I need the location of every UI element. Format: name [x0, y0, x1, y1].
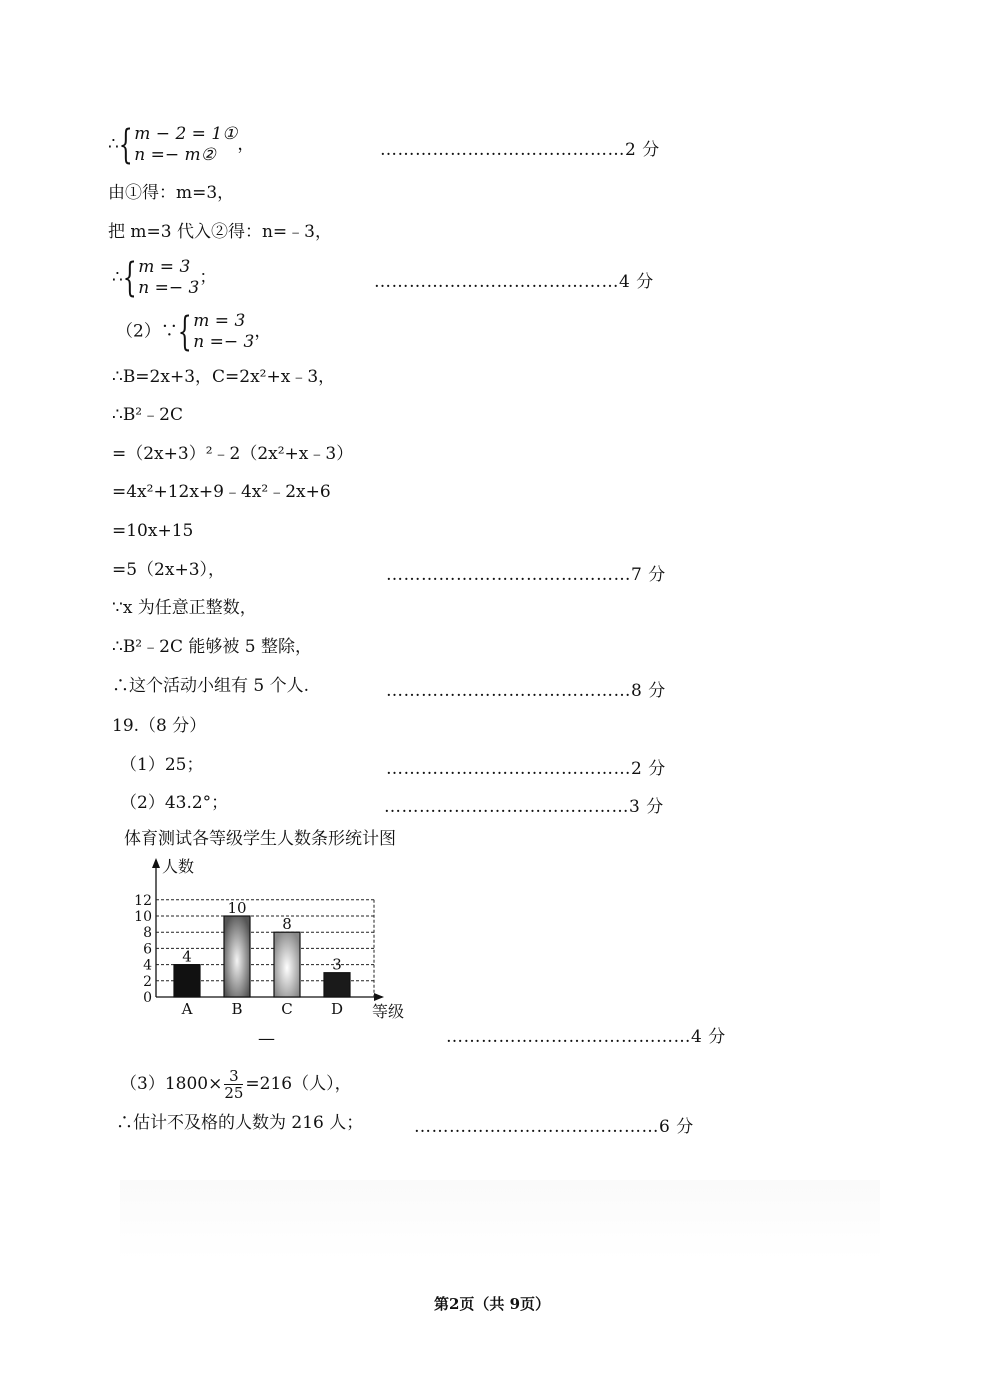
question-heading: 19.（8 分） [112, 716, 207, 736]
x-tick-label: D [330, 1000, 344, 1018]
equation-system-2 [112, 257, 216, 299]
chart-title: 体育测试各等级学生人数条形统计图 [124, 829, 396, 849]
punct: ； [199, 267, 217, 288]
y-tick-label: 4 [143, 957, 152, 974]
system-eq-1: m = 3 [138, 257, 191, 277]
faded-area [120, 1180, 880, 1260]
score-line: ……………………………………4 分 [374, 272, 654, 292]
equation-system-1 [108, 124, 254, 166]
formula-prefix: （3）1800× [120, 1074, 223, 1094]
text-line: （1）25； [120, 755, 204, 775]
fraction [224, 1068, 243, 1101]
y-tick-label: 0 [143, 990, 152, 1006]
y-tick-label: 10 [134, 909, 152, 925]
text-line: （2）43.2°； [120, 793, 229, 813]
bar-C [274, 932, 300, 997]
therefore-symbol: ∴ [108, 134, 119, 155]
fraction-numerator: 3 [224, 1068, 243, 1085]
system-eq-1: m − 2 = 1① [134, 124, 238, 144]
page-footer: 第2页（共 9页） [433, 1295, 551, 1313]
data-label: 10 [227, 899, 247, 917]
therefore-symbol: ∴ [112, 267, 123, 288]
system-eq-1: m = 3 [193, 311, 246, 331]
text-line: ∵x 为任意正整数， [112, 598, 257, 618]
fraction-denominator: 25 [224, 1084, 244, 1102]
text-line: ∴B²﹣2C 能够被 5 整除， [112, 637, 312, 657]
y-tick-label: 8 [143, 925, 152, 942]
score-line: ……………………………………2 分 [386, 759, 666, 779]
text-line: ∴B=2x+3，C=2x²+x﹣3， [112, 367, 336, 387]
data-label: 3 [332, 955, 342, 974]
formula-suffix: =216（人）， [245, 1074, 352, 1094]
score-line: ……………………………………8 分 [386, 681, 666, 701]
system-eq-2: n =− 3 [138, 278, 200, 298]
text-line: =10x+15 [112, 521, 194, 541]
score-line: ……………………………………6 分 [414, 1117, 694, 1137]
y-axis-arrow-icon [152, 858, 160, 868]
system-eq-2: n =− m② [134, 145, 216, 165]
brace-icon: { [177, 309, 192, 355]
text-line: ∴估计不及格的人数为 216 人； [116, 1113, 364, 1133]
text-line: =4x²+12x+9﹣4x²﹣2x+6 [112, 482, 331, 502]
text-line: =5（2x+3）， [112, 560, 226, 580]
x-tick-label: C [281, 1000, 293, 1018]
bar-D [324, 973, 350, 997]
part-label: （2）∵ [116, 321, 178, 342]
text-line: 把 m=3 代入②得：n=﹣3， [108, 222, 332, 242]
x-axis-arrow-icon [374, 993, 384, 1001]
x-axis-label: 等级 [372, 1002, 405, 1021]
text-line: =（2x+3）²﹣2（2x²+x﹣3） [112, 444, 354, 464]
data-label: 4 [182, 947, 192, 966]
x-tick-label: B [231, 1000, 243, 1018]
bar-chart [120, 822, 440, 1032]
y-axis-label: 人数 [162, 857, 195, 876]
punct: ， [254, 321, 272, 342]
data-label: 8 [282, 915, 292, 934]
score-line: ……………………………………3 分 [384, 797, 664, 817]
score-line: ……………………………………4 分 [446, 1027, 726, 1047]
brace-icon: { [122, 255, 137, 301]
score-line: ……………………………………2 分 [380, 140, 660, 160]
y-tick-label: 2 [143, 973, 152, 990]
score-line: ……………………………………7 分 [386, 565, 666, 585]
x-tick-label: A [181, 1000, 193, 1018]
equation-system-3 [116, 311, 271, 353]
y-tick-label: 12 [134, 892, 152, 909]
bar-B [224, 916, 250, 997]
brace-icon: { [118, 122, 133, 168]
text-line: 由①得：m=3， [108, 183, 235, 203]
formula-line [120, 1068, 352, 1101]
text-line: ∴这个活动小组有 5 个人. [112, 676, 310, 696]
punct: ， [237, 134, 255, 155]
bar-A [174, 965, 200, 997]
dash-mark: — [258, 1029, 275, 1049]
text-line: ∴B²﹣2C [112, 405, 183, 425]
system-eq-2: n =− 3 [193, 332, 255, 352]
y-tick-label: 6 [143, 941, 152, 958]
